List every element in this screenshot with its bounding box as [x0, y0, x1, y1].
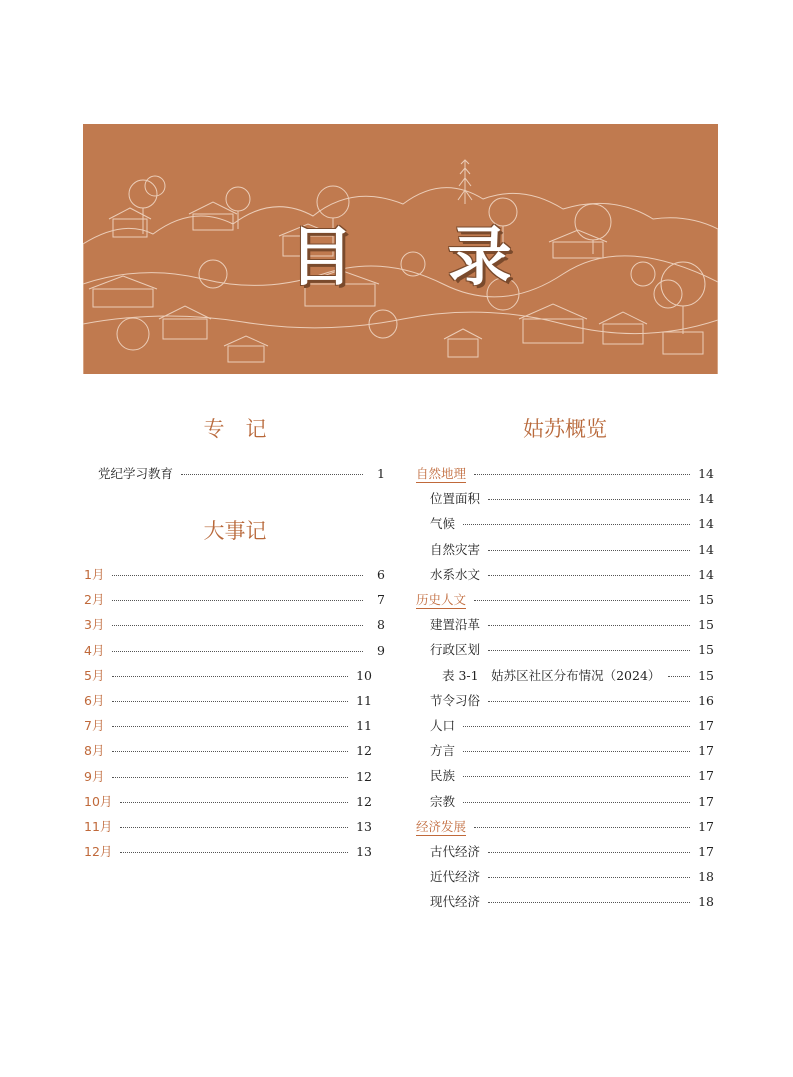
- toc-entry-month[interactable]: [84, 666, 372, 684]
- toc-entry-label: 位置面积: [430, 491, 481, 507]
- toc-entry-page: 9: [377, 642, 385, 658]
- toc-entry-label: 近代经济: [430, 869, 481, 885]
- toc-banner: [83, 124, 718, 374]
- toc-entry-label: 经济发展: [416, 818, 467, 834]
- toc-entry-page: 18: [698, 869, 714, 885]
- leader-dots: [463, 751, 690, 752]
- toc-entry-label: 方言: [430, 743, 456, 759]
- toc-entry[interactable]: [430, 565, 714, 583]
- toc-entry-page: 17: [698, 793, 714, 809]
- leader-dots: [463, 524, 690, 525]
- toc-entry[interactable]: [430, 867, 714, 885]
- toc-entry-label: 自然灾害: [430, 541, 481, 557]
- toc-entry-page: 17: [698, 768, 714, 784]
- toc-entry-page: 13: [356, 844, 372, 860]
- leader-dots: [120, 852, 348, 853]
- leader-dots: [181, 474, 363, 475]
- toc-entry-page: 17: [698, 844, 714, 859]
- toc-category[interactable]: [416, 464, 714, 482]
- leader-dots: [488, 852, 690, 853]
- toc-entry-page: 8: [377, 617, 385, 633]
- leader-dots: [488, 650, 690, 651]
- toc-entry-page: 10: [356, 667, 372, 683]
- leader-dots: [488, 625, 690, 626]
- toc-entry-label: 9月: [84, 768, 105, 784]
- toc-entry-page: 11: [356, 693, 372, 708]
- toc-entry-month[interactable]: [84, 691, 372, 709]
- leader-dots: [474, 474, 690, 475]
- leader-dots: [463, 802, 690, 803]
- toc-entry-page: 18: [698, 894, 714, 910]
- toc-entry-month[interactable]: [84, 741, 372, 759]
- toc-entry-month[interactable]: [84, 641, 385, 659]
- toc-entry-label: 水系水文: [430, 566, 481, 582]
- toc-entry-page: 16: [698, 692, 714, 708]
- leader-dots: [463, 776, 690, 777]
- toc-entry-month[interactable]: [84, 792, 372, 810]
- toc-entry-label: 10月: [84, 793, 113, 809]
- toc-entry-label: 现代经济: [430, 894, 481, 910]
- toc-entry-page: 17: [698, 718, 714, 733]
- toc-entry-label: 6月: [84, 693, 105, 708]
- toc-entry-page: 14: [698, 491, 714, 507]
- leader-dots: [112, 651, 363, 652]
- toc-entry-label: 党纪学习教育: [98, 466, 174, 481]
- toc-entry-label: 行政区划: [430, 642, 481, 658]
- leader-dots: [112, 676, 348, 677]
- leader-dots: [112, 726, 348, 727]
- toc-entry[interactable]: [430, 640, 714, 658]
- leader-dots: [488, 902, 690, 903]
- toc-entry-month[interactable]: [84, 615, 385, 633]
- leader-dots: [488, 499, 690, 500]
- toc-entry-page: 12: [356, 743, 372, 759]
- leader-dots: [112, 600, 363, 601]
- toc-entry-label: 5月: [84, 667, 105, 683]
- section-title-gusu-overview: 姑苏概览: [523, 417, 607, 441]
- section-title-zhuanji: 专 记: [203, 417, 267, 441]
- toc-entry[interactable]: [430, 489, 714, 507]
- toc-entry[interactable]: [430, 842, 714, 860]
- toc-entry-page: 7: [377, 592, 385, 608]
- toc-entry-page: 12: [356, 768, 372, 784]
- toc-entry-label: 1月: [84, 567, 105, 582]
- toc-entry-page: 14: [698, 466, 714, 481]
- toc-entry-page: 14: [698, 541, 714, 557]
- leader-dots: [112, 625, 363, 626]
- leader-dots: [112, 575, 363, 576]
- toc-entry[interactable]: [430, 892, 714, 910]
- toc-entry-page: 15: [698, 667, 714, 683]
- toc-entry-page: 14: [698, 566, 714, 582]
- toc-entry-page: 14: [698, 516, 714, 532]
- toc-entry-page: 17: [698, 743, 714, 759]
- leader-dots: [474, 827, 690, 828]
- toc-entry-month[interactable]: [84, 842, 372, 860]
- leader-dots: [463, 726, 690, 727]
- toc-category[interactable]: [416, 590, 714, 608]
- leader-dots: [120, 802, 348, 803]
- toc-entry-page: 6: [377, 567, 385, 582]
- toc-entry-label: 自然地理: [416, 466, 467, 481]
- toc-entry-label: 7月: [84, 718, 105, 734]
- toc-entry-label: 4月: [84, 642, 105, 658]
- toc-entry-page: 11: [356, 718, 372, 734]
- toc-entry-label: 节令习俗: [430, 692, 481, 708]
- toc-entry-label: 8月: [84, 743, 105, 759]
- toc-entry-label: 民族: [430, 768, 456, 784]
- toc-entry[interactable]: [430, 741, 714, 759]
- toc-entry-label: 宗教: [430, 793, 456, 809]
- toc-entry-page: 13: [356, 819, 372, 834]
- toc-entry-label: 11月: [84, 819, 113, 834]
- toc-entry-label: 3月: [84, 617, 105, 633]
- toc-entry-month[interactable]: [84, 565, 385, 583]
- toc-entry-label: 气候: [430, 516, 456, 532]
- toc-category[interactable]: [416, 817, 714, 835]
- toc-entry-label: 表 3-1 姑苏区社区分布情况（2024）: [442, 667, 661, 683]
- toc-entry-month[interactable]: [84, 590, 385, 608]
- toc-entry-label: 12月: [84, 844, 113, 860]
- leader-dots: [120, 827, 348, 828]
- toc-entry-month[interactable]: [84, 767, 372, 785]
- leader-dots: [474, 600, 690, 601]
- leader-dots: [488, 575, 690, 576]
- toc-entry[interactable]: [430, 540, 714, 558]
- toc-entry[interactable]: [430, 514, 714, 532]
- toc-entry[interactable]: [430, 615, 714, 633]
- toc-entry-page: 15: [698, 642, 714, 658]
- leader-dots: [112, 777, 348, 778]
- toc-entry-label: 历史人文: [416, 592, 467, 607]
- leader-dots: [488, 701, 690, 702]
- toc-entry-page: 12: [356, 793, 372, 809]
- toc-table-entry[interactable]: [442, 666, 714, 684]
- leader-dots: [668, 676, 690, 677]
- toc-entry-page: 1: [377, 466, 385, 481]
- toc-entry[interactable]: [98, 464, 385, 482]
- toc-entry-page: 15: [698, 592, 714, 607]
- toc-entry-label: 人口: [430, 718, 456, 733]
- toc-entry[interactable]: [430, 691, 714, 709]
- section-title-dashiji: 大事记: [203, 519, 267, 543]
- toc-entry-label: 古代经济: [430, 844, 481, 859]
- toc-entry-month[interactable]: [84, 716, 372, 734]
- leader-dots: [112, 701, 348, 702]
- toc-entry-page: 17: [698, 818, 714, 834]
- toc-entry-page: 15: [698, 617, 714, 633]
- toc-entry[interactable]: [430, 792, 714, 810]
- toc-entry[interactable]: [430, 766, 714, 784]
- toc-entry-label: 2月: [84, 592, 105, 608]
- leader-dots: [488, 550, 690, 551]
- toc-entry[interactable]: [430, 716, 714, 734]
- leader-dots: [488, 877, 690, 878]
- leader-dots: [112, 751, 348, 752]
- toc-entry-month[interactable]: [84, 817, 372, 835]
- toc-entry-label: 建置沿革: [430, 617, 481, 633]
- toc-title: 目 录: [289, 221, 548, 295]
